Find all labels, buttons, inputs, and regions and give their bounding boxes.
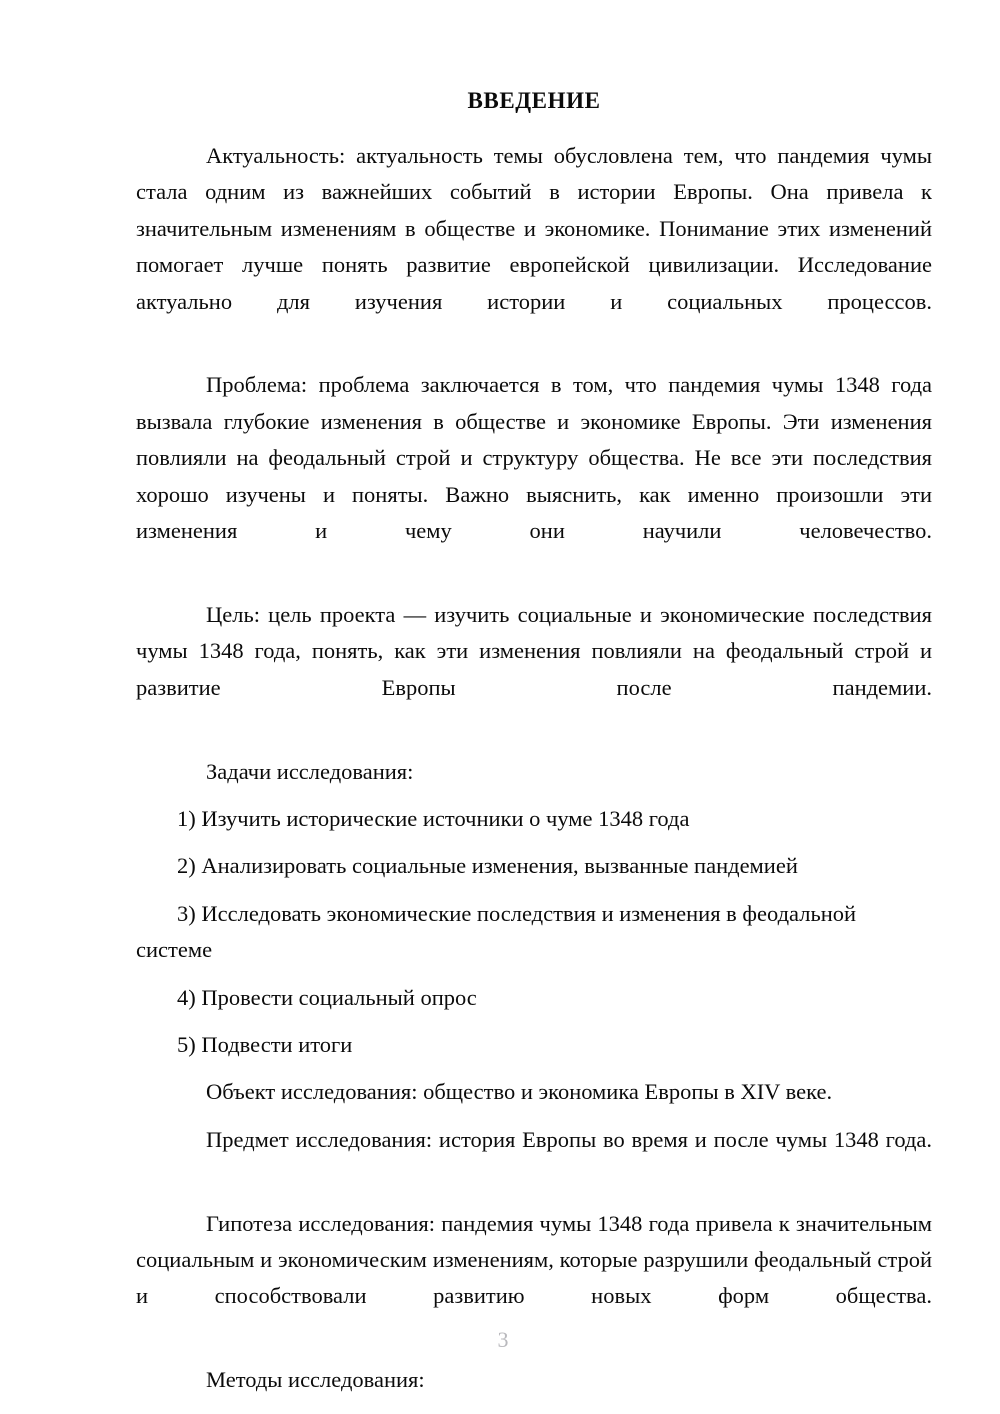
paragraph-hypothesis: Гипотеза исследования: пандемия чумы 1348 года привела к значительным социальным и экономическим изменениям, которые разрушили феодальный строй и способствовали развитию новых форм общества.	[136, 1210, 932, 1309]
page-number-value: 3	[497, 1327, 509, 1352]
paragraph-goal: Цель: цель проекта — изучить социальные и экономические последствия чумы 1348 года, понять, как эти изменения повлияли на феодальный строй и развитие Европы после пандемии.	[136, 601, 932, 700]
tasks-heading: Задачи исследования:	[206, 758, 414, 784]
page-title: ВВЕДЕНИЕ	[467, 88, 601, 113]
paragraph-subject-of-study: Предмет исследования: история Европы во время и после чумы 1348 года.	[206, 1126, 932, 1152]
list-item: 4) Провести социальный опрос	[177, 984, 477, 1010]
paragraph-relevance: Актуальность: актуальность темы обусловлена тем, что пандемия чумы стала одним из важнейших событий в истории Европы. Она привела к значительным изменениям в обществе и экономике. Понимание этих изменений помогает лучше понять развитие европейской цивилизации. Исследование актуально для изучения истории и социальных процессов.	[136, 143, 932, 314]
document-content	[136, 86, 932, 1410]
list-item: 5) Подвести итоги	[177, 1031, 353, 1057]
page-number	[0, 1326, 1000, 1354]
paragraph-object-of-study: Объект исследования: общество и экономика Европы в XIV веке.	[206, 1079, 833, 1105]
list-item: 1) Изучить исторические источники о чуме 1348 года	[177, 805, 690, 831]
paragraph-problem: Проблема: проблема заключается в том, что пандемия чумы 1348 года вызвала глубокие изменения в обществе и экономике Европы. Эти изменения повлияли на феодальный строй и структуру общества. Не все эти последствия хорошо изучены и поняты. Важно выяснить, как именно произошли эти изменения и чему они научили человечество.	[136, 372, 932, 544]
methods-heading: Методы исследования:	[206, 1367, 425, 1393]
list-item: 2) Анализировать социальные изменения, вызванные пандемией	[177, 853, 798, 879]
list-item: 3) Исследовать экономические последствия и изменения в феодальной системе	[136, 900, 857, 963]
